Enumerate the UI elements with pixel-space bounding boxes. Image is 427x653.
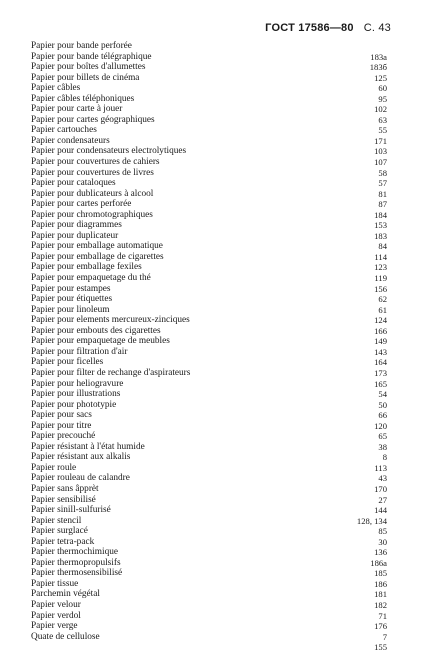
entry-term: Papier pour sacs bbox=[31, 410, 92, 421]
entry-page: 50 bbox=[378, 399, 387, 410]
entry-term: Papier pour empaquetage du thé bbox=[31, 273, 151, 284]
entry-term: Papier sans âpprèt bbox=[31, 483, 99, 494]
entry-term: Papier pour filtration d'air bbox=[31, 346, 128, 357]
index-entry bbox=[31, 41, 387, 52]
entry-term: Papier rouleau de calandre bbox=[31, 473, 130, 484]
index-entry bbox=[31, 284, 387, 295]
entry-term: Papier pour emballage automatique bbox=[31, 241, 163, 252]
index-entry bbox=[31, 336, 387, 347]
index-entry bbox=[31, 168, 387, 179]
entry-page: 87 bbox=[378, 199, 387, 210]
index-entry bbox=[31, 431, 387, 442]
entry-term: Papier verge bbox=[31, 621, 78, 632]
entry-term: Papier pour couvertures de cahiers bbox=[31, 157, 160, 168]
entry-page: 185 bbox=[374, 568, 387, 579]
entry-page: 62 bbox=[378, 294, 387, 305]
entry-term: Papier velour bbox=[31, 599, 81, 610]
index-entry bbox=[31, 368, 387, 379]
entry-term: Papier surglacé bbox=[31, 526, 88, 537]
index-entry bbox=[31, 178, 387, 189]
index-entry bbox=[31, 463, 387, 474]
entry-page: 183б bbox=[369, 62, 387, 73]
index-entry bbox=[31, 347, 387, 358]
entry-term: Papier pour emballage de cigarettes bbox=[31, 251, 164, 262]
entry-page: 114 bbox=[374, 251, 387, 262]
entry-term: Papier pour cartes géographiques bbox=[31, 114, 155, 125]
entry-term: Quate de cellulose bbox=[31, 631, 100, 642]
entry-term: Papier pour boîtes d'allumettes bbox=[31, 62, 146, 73]
index-entry bbox=[31, 357, 387, 368]
entry-term: Papier pour carte à jouer bbox=[31, 104, 123, 115]
entry-page: 144 bbox=[374, 505, 387, 516]
entry-page: 113 bbox=[374, 462, 387, 473]
entry-page: 8 bbox=[382, 452, 387, 463]
entry-page: 166 bbox=[374, 325, 387, 336]
index-entry bbox=[31, 547, 387, 558]
entry-page: 81 bbox=[378, 188, 387, 199]
entry-term: Papier pour embouts des cigarettes bbox=[31, 325, 161, 336]
entry-term: Papier câbles téléphoniques bbox=[31, 93, 135, 104]
entry-term: Papier tetra-pack bbox=[31, 536, 95, 547]
entry-page: 176 bbox=[374, 621, 387, 632]
entry-term: Papier sensibilisé bbox=[31, 494, 96, 505]
entry-page: 7 bbox=[382, 631, 387, 642]
entry-page: 153 bbox=[374, 220, 387, 231]
index-entry bbox=[31, 83, 387, 94]
entry-term: Papier pour cartes perforée bbox=[31, 199, 132, 210]
entry-term: Papier pour billets de cinéma bbox=[31, 72, 140, 83]
entry-term: Papier pour linoleum bbox=[31, 304, 110, 315]
entry-page: 61 bbox=[378, 304, 387, 315]
entry-term: Papier pour filter de rechange d'aspirateurs bbox=[31, 367, 191, 378]
entry-page: 107 bbox=[374, 157, 387, 168]
entry-term: Papier pour couvertures de livres bbox=[31, 167, 154, 178]
entry-term: Papier résistant aux alkalis bbox=[31, 452, 131, 463]
index-entry bbox=[31, 104, 387, 115]
index-entry bbox=[31, 484, 387, 495]
index-entry bbox=[31, 600, 387, 611]
entry-page: 181 bbox=[374, 589, 387, 600]
index-entry bbox=[31, 526, 387, 537]
index-entry bbox=[31, 326, 387, 337]
entry-page: 27 bbox=[378, 494, 387, 505]
entry-term: Papier pour duplicateur bbox=[31, 230, 119, 241]
index-entry bbox=[31, 220, 387, 231]
entry-term: Papier pour condensateurs electrolytiques bbox=[31, 146, 187, 157]
index-entry bbox=[31, 505, 387, 516]
index-entry bbox=[31, 52, 387, 63]
entry-term: Papier thermosensibilisé bbox=[31, 568, 123, 579]
index-entry bbox=[31, 294, 387, 305]
index-entry bbox=[31, 400, 387, 411]
index-entry bbox=[31, 452, 387, 463]
index-entry bbox=[31, 115, 387, 126]
entry-page: 84 bbox=[378, 241, 387, 252]
index-entry bbox=[31, 568, 387, 579]
entry-page: 71 bbox=[378, 610, 387, 621]
index-entry bbox=[31, 537, 387, 548]
entry-page: 182 bbox=[374, 599, 387, 610]
entry-term: Papier pour empaquetage de meubles bbox=[31, 336, 170, 347]
entry-term: Papier pour elements mercureux-zinciques bbox=[31, 315, 190, 326]
entry-page: 55 bbox=[378, 125, 387, 136]
entry-page: 58 bbox=[378, 167, 387, 178]
entry-page: 125 bbox=[374, 72, 387, 83]
entry-page: 156 bbox=[374, 283, 387, 294]
entry-term: Papier pour illustrations bbox=[31, 389, 121, 400]
entry-term: Papier pour étiquettes bbox=[31, 294, 113, 305]
entry-term: Papier tissue bbox=[31, 578, 79, 589]
entry-term: Papier thermopropulsifs bbox=[31, 557, 121, 568]
page-header bbox=[265, 22, 391, 34]
entry-term: Papier pour estampes bbox=[31, 283, 111, 294]
entry-page: 128, 134 bbox=[356, 515, 387, 526]
index-entry bbox=[31, 199, 387, 210]
entry-term: Papier résistant à l'état humide bbox=[31, 441, 145, 452]
entry-term: Papier pour diagrammes bbox=[31, 220, 122, 231]
entry-page: 164 bbox=[374, 357, 387, 368]
index-entry bbox=[31, 589, 387, 600]
index-entry bbox=[31, 125, 387, 136]
index-entry bbox=[31, 305, 387, 316]
entry-page: 30 bbox=[378, 536, 387, 547]
index-entry bbox=[31, 632, 387, 643]
entry-page: 124 bbox=[374, 315, 387, 326]
entry-term: Papier pour heliogravure bbox=[31, 378, 124, 389]
index-entry bbox=[31, 495, 387, 506]
entry-page: 63 bbox=[378, 114, 387, 125]
index-entry bbox=[31, 611, 387, 622]
entry-term: Papier pour titre bbox=[31, 420, 92, 431]
entry-term: Papier câbles bbox=[31, 83, 81, 94]
index-entry bbox=[31, 621, 387, 632]
index-entry bbox=[31, 262, 387, 273]
entry-term: Papier cartouches bbox=[31, 125, 97, 136]
index-entry bbox=[31, 389, 387, 400]
entry-page: 85 bbox=[378, 526, 387, 537]
index-entry bbox=[31, 421, 387, 432]
entry-page: 186 bbox=[374, 578, 387, 589]
index-entry bbox=[31, 516, 387, 527]
index-entry bbox=[31, 241, 387, 252]
entry-page: 65 bbox=[378, 431, 387, 442]
entry-page: 173 bbox=[374, 367, 387, 378]
entry-term: Papier pour phototypie bbox=[31, 399, 117, 410]
entry-term: Papier pour dublicateurs à alcool bbox=[31, 188, 154, 199]
entry-page: 165 bbox=[374, 378, 387, 389]
entry-page: 95 bbox=[378, 93, 387, 104]
index-entry bbox=[31, 379, 387, 390]
index-entry bbox=[31, 146, 387, 157]
index-entry bbox=[31, 315, 387, 326]
index-entry bbox=[31, 189, 387, 200]
entry-term: Papier condensateurs bbox=[31, 135, 110, 146]
entry-term: Papier pour bande perforée bbox=[31, 41, 132, 51]
index-entry bbox=[31, 579, 387, 590]
entry-page: 171 bbox=[374, 135, 387, 146]
index-entry bbox=[31, 642, 387, 653]
entry-page: 143 bbox=[374, 346, 387, 357]
entry-page: 103 bbox=[374, 146, 387, 157]
index-entry bbox=[31, 410, 387, 421]
index-entry bbox=[31, 252, 387, 263]
entry-page: 170 bbox=[374, 483, 387, 494]
entry-page: 155 bbox=[374, 642, 387, 653]
index-entry bbox=[31, 210, 387, 221]
index-entry bbox=[31, 473, 387, 484]
entry-term: Papier pour emballage fexiles bbox=[31, 262, 142, 273]
index-entry bbox=[31, 62, 387, 73]
entry-term: Parchemin végétal bbox=[31, 589, 100, 600]
standard-number: ГОСТ 17586—80 bbox=[265, 22, 354, 34]
entry-term: Papier pour chromotographiques bbox=[31, 209, 153, 220]
index-entry bbox=[31, 94, 387, 105]
index-list bbox=[31, 41, 387, 653]
entry-page: 183 bbox=[374, 230, 387, 241]
entry-term: Papier roule bbox=[31, 462, 77, 473]
entry-page: 38 bbox=[378, 441, 387, 452]
entry-page: 60 bbox=[378, 83, 387, 94]
entry-term: Papier precouché bbox=[31, 431, 96, 442]
entry-page: 186а bbox=[370, 557, 387, 568]
entry-term: Papier sinill-sulfurisé bbox=[31, 505, 111, 516]
page-number: С. 43 bbox=[363, 22, 391, 34]
index-entry bbox=[31, 273, 387, 284]
entry-page: 120 bbox=[374, 420, 387, 431]
index-entry bbox=[31, 157, 387, 168]
entry-term: Papier pour cataloques bbox=[31, 178, 116, 189]
entry-page: 66 bbox=[378, 410, 387, 421]
entry-page: 183а bbox=[370, 51, 387, 62]
entry-term: Papier thermochimique bbox=[31, 547, 119, 558]
entry-page: 119 bbox=[374, 273, 387, 284]
index-entry bbox=[31, 558, 387, 569]
entry-term: Papier verdol bbox=[31, 610, 81, 621]
entry-page: 43 bbox=[378, 473, 387, 484]
index-entry bbox=[31, 442, 387, 453]
index-entry bbox=[31, 231, 387, 242]
entry-page: 123 bbox=[374, 262, 387, 273]
entry-page: 184 bbox=[374, 209, 387, 220]
index-entry bbox=[31, 73, 387, 84]
entry-page: 57 bbox=[378, 178, 387, 189]
entry-term: Papier pour ficelles bbox=[31, 357, 104, 368]
entry-term: Papier pour bande télégraphique bbox=[31, 51, 152, 62]
entry-page: 149 bbox=[374, 336, 387, 347]
index-entry bbox=[31, 136, 387, 147]
entry-page: 136 bbox=[374, 547, 387, 558]
entry-page: 54 bbox=[378, 389, 387, 400]
entry-term: Papier stencil bbox=[31, 515, 82, 526]
entry-page: 102 bbox=[374, 104, 387, 115]
